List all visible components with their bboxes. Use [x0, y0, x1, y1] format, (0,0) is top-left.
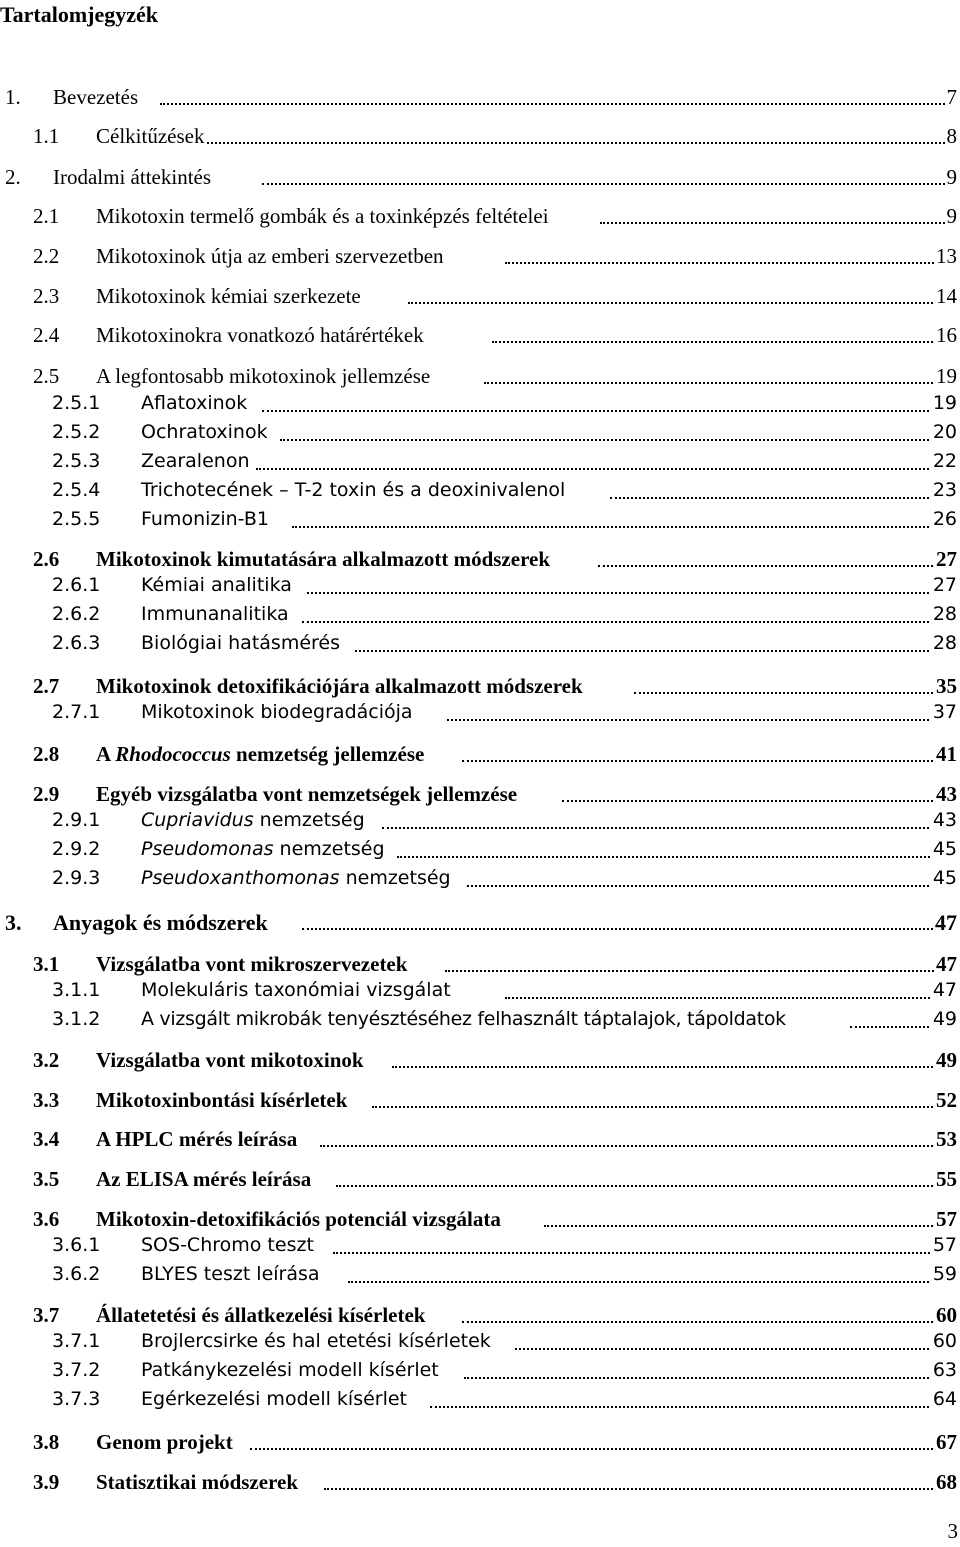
section-number: 2.3 [33, 284, 60, 308]
dot-leader [600, 222, 957, 224]
section-number: 3.9 [33, 1470, 60, 1494]
page-ref: 9 [946, 204, 957, 228]
toc-entry[interactable] [0, 1470, 957, 1496]
page-ref: 41 [936, 742, 957, 766]
section-number: 2.6.1 [52, 574, 101, 596]
section-number: 2.5.2 [52, 421, 101, 443]
page-ref: 68 [936, 1470, 957, 1494]
page-number: 3 [947, 1519, 958, 1543]
section-number: 2.7.1 [52, 701, 101, 723]
dot-leader [336, 1185, 957, 1187]
section-title: Célkitűzések [96, 124, 205, 148]
dot-leader [610, 497, 957, 499]
section-number: 3.1.2 [52, 1008, 101, 1030]
section-title: Fumonizin-B1 [141, 508, 269, 530]
toc-entry[interactable] [0, 244, 957, 270]
dot-leader [292, 526, 957, 528]
page-ref: 26 [932, 508, 957, 530]
page-ref: 52 [936, 1088, 957, 1112]
section-title: Ochratoxinok [141, 421, 268, 443]
toc-entry[interactable] [0, 421, 957, 447]
section-title: Vizsgálatba vont mikroszervezetek [96, 952, 408, 976]
section-number: 3.8 [33, 1430, 60, 1454]
section-title: Aflatoxinok [141, 392, 248, 414]
section-number: 2.1 [33, 204, 60, 228]
page-ref: 20 [932, 421, 957, 443]
toc-entry[interactable] [0, 1330, 957, 1356]
section-title: Mikotoxinok útja az emberi szervezetben [96, 244, 444, 268]
dot-leader [324, 1488, 957, 1490]
page-ref: 60 [932, 1330, 957, 1352]
dot-leader [505, 262, 957, 264]
section-title: Vizsgálatba vont mikotoxinok [96, 1048, 364, 1072]
page-ref: 22 [932, 450, 957, 472]
section-title: A HPLC mérés leírása [96, 1127, 298, 1151]
page-ref: 57 [932, 1234, 957, 1256]
toc-entry[interactable] [0, 1263, 957, 1289]
section-title: Mikotoxin-detoxifikációs potenciál vizsgálata [96, 1207, 501, 1231]
dot-leader [195, 142, 957, 144]
dot-leader [372, 1106, 957, 1108]
section-number: 3.1 [33, 952, 60, 976]
page-ref: 49 [936, 1048, 957, 1072]
section-number: 2. [5, 165, 21, 189]
page-ref: 28 [932, 603, 957, 625]
section-number: 3.7 [33, 1303, 60, 1327]
toc-entry[interactable] [0, 838, 957, 864]
section-title: Pseudomonas nemzetség [141, 838, 385, 860]
section-title: Molekuláris taxonómiai vizsgálat [141, 979, 451, 1001]
section-title: Mikotoxinokra vonatkozó határértékek [96, 323, 424, 347]
page-ref: 45 [932, 838, 957, 860]
dot-leader [333, 1252, 957, 1254]
dot-leader [302, 621, 957, 623]
toc-entry[interactable] [0, 450, 957, 476]
toc-entry[interactable] [0, 782, 957, 808]
section-title: Mikotoxinok kimutatására alkalmazott módszerek [96, 547, 551, 571]
dot-leader [464, 1377, 957, 1379]
page-ref: 28 [932, 632, 957, 654]
dot-leader [505, 997, 957, 999]
dot-leader [544, 1225, 957, 1227]
section-number: 3. [5, 910, 22, 935]
page-ref: 35 [936, 674, 957, 698]
dot-leader [462, 760, 957, 762]
page-ref: 47 [935, 910, 957, 935]
toc-entry[interactable] [0, 284, 957, 310]
section-number: 3.1.1 [52, 979, 101, 1001]
section-title: Mikotoxinok biodegradációja [141, 701, 413, 723]
page-ref: 9 [946, 165, 957, 189]
section-number: 2.5.5 [52, 508, 101, 530]
dot-leader [467, 885, 957, 887]
section-number: 2.2 [33, 244, 60, 268]
page-ref: 60 [936, 1303, 957, 1327]
dot-leader [634, 692, 957, 694]
section-title: Állatetetési és állatkezelési kísérletek [96, 1303, 426, 1327]
toc-entry[interactable] [0, 674, 957, 700]
section-number: 3.7.2 [52, 1359, 101, 1381]
section-number: 3.5 [33, 1167, 60, 1191]
page-ref: 53 [936, 1127, 957, 1151]
dot-leader [430, 1406, 957, 1408]
toc-entry[interactable] [0, 547, 957, 573]
dot-leader [256, 468, 957, 470]
page-ref: 13 [936, 244, 957, 268]
section-number: 3.6.2 [52, 1263, 101, 1285]
section-title: Pseudoxanthomonas nemzetség [141, 867, 451, 889]
toc-entry[interactable] [0, 910, 957, 936]
section-number: 2.9 [33, 782, 60, 806]
dot-leader [302, 928, 957, 930]
section-title: Mikotoxinok kémiai szerkezete [96, 284, 361, 308]
section-number: 3.3 [33, 1088, 60, 1112]
dot-leader [280, 439, 957, 441]
toc-entry[interactable] [0, 1008, 957, 1034]
dot-leader [598, 565, 957, 567]
page-ref: 67 [936, 1430, 957, 1454]
section-title: Trichotecének – T-2 toxin és a deoxinivalenol [141, 479, 566, 501]
toc-entry[interactable] [0, 1430, 957, 1456]
toc-entry[interactable] [0, 85, 957, 111]
dot-leader [492, 341, 957, 343]
page-ref: 23 [932, 479, 957, 501]
dot-leader [348, 1281, 957, 1283]
section-title: Anyagok és módszerek [53, 910, 268, 935]
dot-leader [408, 302, 957, 304]
toc-entry[interactable] [0, 1127, 957, 1153]
section-number: 2.9.1 [52, 809, 101, 831]
section-title: Az ELISA mérés leírása [96, 1167, 312, 1191]
section-title: Patkánykezelési modell kísérlet [141, 1359, 439, 1381]
section-title: Zearalenon [141, 450, 250, 472]
section-number: 2.5.3 [52, 450, 101, 472]
dot-leader [447, 719, 957, 721]
section-title: Cupriavidus nemzetség [141, 809, 365, 831]
dot-leader [320, 1145, 957, 1147]
dot-leader [462, 1321, 957, 1323]
toc-entry[interactable] [0, 1388, 957, 1414]
toc-entry[interactable] [0, 1303, 957, 1329]
page-ref: 8 [946, 124, 957, 148]
dot-leader [397, 856, 957, 858]
section-number: 2.5.1 [52, 392, 101, 414]
section-number: 2.5 [33, 364, 60, 388]
dot-leader [160, 103, 957, 105]
page-ref: 57 [936, 1207, 957, 1231]
toc-entry[interactable] [0, 809, 957, 835]
toc-entry[interactable] [0, 979, 957, 1005]
page-ref: 59 [932, 1263, 957, 1285]
page-ref: 64 [932, 1388, 957, 1410]
page-ref: 55 [936, 1167, 957, 1191]
dot-leader [262, 183, 957, 185]
dot-leader [262, 410, 957, 412]
page-ref: 14 [936, 284, 957, 308]
section-title: Statisztikai módszerek [96, 1470, 299, 1494]
dot-leader [250, 1448, 957, 1450]
section-number: 3.4 [33, 1127, 60, 1151]
page-ref: 63 [932, 1359, 957, 1381]
page-ref: 27 [936, 547, 957, 571]
page-ref: 7 [946, 85, 957, 109]
section-title: Brojlercsirke és hal etetési kísérletek [141, 1330, 491, 1352]
toc-entry[interactable] [0, 1167, 957, 1193]
toc-entry[interactable] [0, 1234, 957, 1260]
toc-title: Tartalomjegyzék [0, 2, 159, 27]
dot-leader [515, 1348, 957, 1350]
section-number: 2.5.4 [52, 479, 101, 501]
toc-entry[interactable] [0, 165, 957, 191]
section-title: Kémiai analitika [141, 574, 292, 596]
genus-name: Pseudomonas [141, 838, 274, 860]
toc-entry[interactable] [0, 574, 957, 600]
page-ref: 16 [936, 323, 957, 347]
section-number: 2.9.2 [52, 838, 101, 860]
genus-name: Rhodococcus [115, 742, 231, 766]
dot-leader [307, 592, 957, 594]
toc-entry[interactable] [0, 204, 957, 230]
section-number: 2.4 [33, 323, 60, 347]
page-ref: 47 [932, 979, 957, 1001]
section-number: 3.6 [33, 1207, 60, 1231]
section-number: 2.6.2 [52, 603, 101, 625]
section-number: 2.8 [33, 742, 60, 766]
toc-entry[interactable] [0, 508, 957, 534]
section-number: 3.7.1 [52, 1330, 101, 1352]
page-ref: 43 [932, 809, 957, 831]
toc-entry[interactable] [0, 124, 957, 150]
page-ref: 47 [936, 952, 957, 976]
section-title: Biológiai hatásmérés [141, 632, 340, 654]
section-number: 3.6.1 [52, 1234, 101, 1256]
section-title: Irodalmi áttekintés [53, 165, 212, 189]
toc-entry[interactable] [0, 323, 957, 349]
page-ref: 19 [932, 392, 957, 414]
section-title: Immunanalitika [141, 603, 289, 625]
section-title: BLYES teszt leírása [141, 1263, 320, 1285]
toc-entry[interactable] [0, 1359, 957, 1385]
page-ref: 37 [932, 701, 957, 723]
toc-entry[interactable] [0, 392, 957, 418]
dot-leader [445, 970, 957, 972]
section-title: Egyéb vizsgálatba vont nemzetségek jellemzése [96, 782, 518, 806]
toc-entry[interactable] [0, 952, 957, 978]
section-number: 1. [5, 85, 21, 109]
section-number: 2.7 [33, 674, 60, 698]
genus-name: Cupriavidus [141, 809, 254, 831]
dot-leader [484, 382, 957, 384]
toc-entry[interactable] [0, 1048, 957, 1074]
page-ref: 27 [932, 574, 957, 596]
toc-entry[interactable] [0, 1207, 957, 1233]
dot-leader [382, 827, 957, 829]
toc-entry[interactable] [0, 867, 957, 893]
section-title: SOS-Chromo teszt [141, 1234, 314, 1256]
toc-entry[interactable] [0, 603, 957, 629]
section-number: 3.2 [33, 1048, 60, 1072]
genus-name: Pseudoxanthomonas [141, 867, 340, 889]
section-title: Mikotoxinok detoxifikációjára alkalmazott módszerek [96, 674, 583, 698]
section-title: Mikotoxinbontási kísérletek [96, 1088, 348, 1112]
toc-entry[interactable] [0, 1088, 957, 1114]
section-number: 3.7.3 [52, 1388, 101, 1410]
toc-entry[interactable] [0, 479, 957, 505]
section-title: Mikotoxin termelő gombák és a toxinképzés feltételei [96, 204, 549, 228]
page-ref: 49 [932, 1008, 957, 1030]
toc-entry[interactable] [0, 364, 957, 390]
section-title: A vizsgált mikrobák tenyésztéséhez felhasznált táptalajok, tápoldatok [141, 1008, 786, 1030]
dot-leader [562, 800, 957, 802]
section-title: Genom projekt [96, 1430, 233, 1454]
page-ref: 45 [932, 867, 957, 889]
section-title: A legfontosabb mikotoxinok jellemzése [96, 364, 431, 388]
section-title: Egérkezelési modell kísérlet [141, 1388, 408, 1410]
section-title: Bevezetés [53, 85, 139, 109]
section-title: A Rhodococcus nemzetség jellemzése [96, 742, 425, 766]
section-number: 2.9.3 [52, 867, 101, 889]
dot-leader [355, 650, 957, 652]
dot-leader [392, 1066, 957, 1068]
section-number: 2.6 [33, 547, 60, 571]
page-ref: 19 [936, 364, 957, 388]
toc-entry[interactable] [0, 632, 957, 658]
page-ref: 43 [936, 782, 957, 806]
section-number: 2.6.3 [52, 632, 101, 654]
toc-entry[interactable] [0, 742, 957, 768]
toc-entry[interactable] [0, 701, 957, 727]
section-number: 1.1 [33, 124, 60, 148]
